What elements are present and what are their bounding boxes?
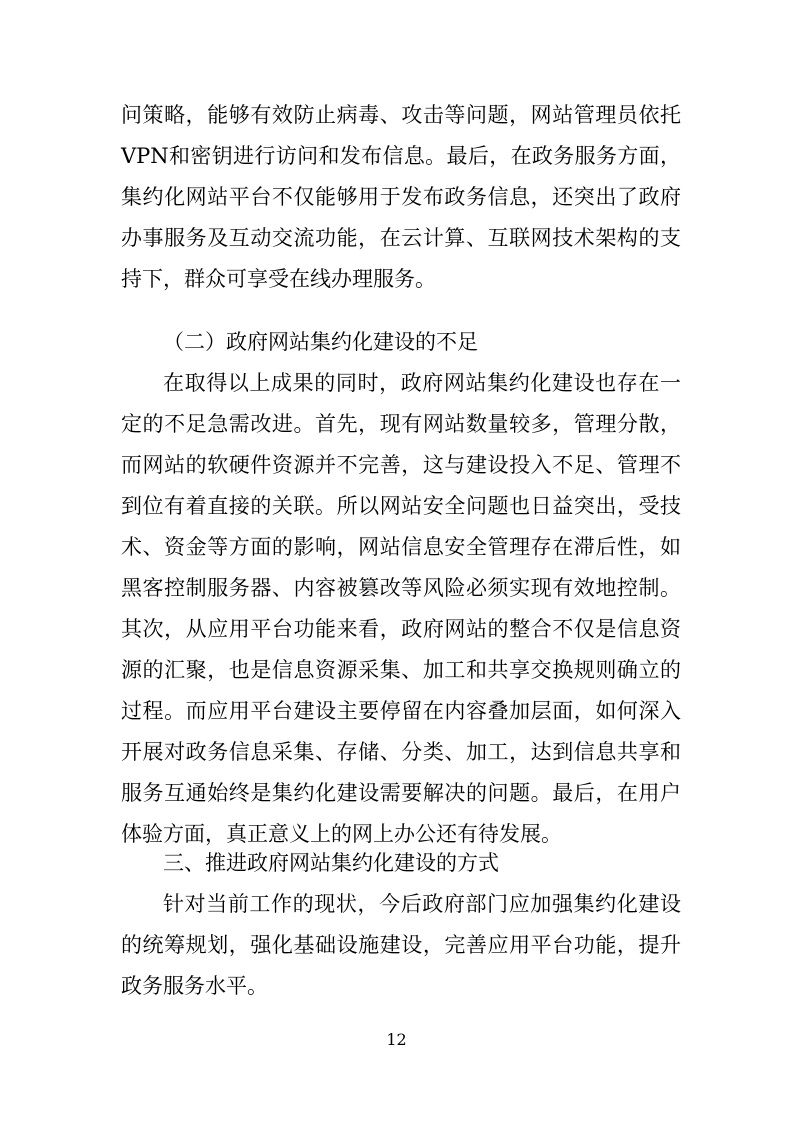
text-line: 到位有着直接的关联。所以网站安全问题也日益突出，受技 xyxy=(121,494,681,518)
section-heading: （二）政府网站集约化建设的不足 xyxy=(163,330,478,354)
text-line: 开展对政务信息采集、存储、分类、加工，达到信息共享和 xyxy=(121,740,681,764)
text-line: 持下，群众可享受在线办理服务。 xyxy=(121,267,436,291)
text-line: 其次，从应用平台功能来看，政府网站的整合不仅是信息资 xyxy=(121,617,681,641)
text-line: 问策略，能够有效防止病毒、攻击等问题，网站管理员依托 xyxy=(121,103,681,127)
text-line: 术、资金等方面的影响，网站信息安全管理存在滞后性，如 xyxy=(121,535,681,559)
section-heading: 三、推进政府网站集约化建设的方式 xyxy=(163,851,499,875)
text-line: 办事服务及互动交流功能，在云计算、互联网技术架构的支 xyxy=(121,226,681,250)
text-line: 集约化网站平台不仅能够用于发布政务信息，还突出了政府 xyxy=(121,185,681,209)
text-line: 而网站的软硬件资源并不完善，这与建设投入不足、管理不 xyxy=(121,453,681,477)
text-line: 体验方面，真正意义上的网上办公还有待发展。 xyxy=(121,822,562,846)
text-line: 黑客控制服务器、内容被篡改等风险必须实现有效地控制。 xyxy=(121,576,681,600)
text-line: 定的不足急需改进。首先，现有网站数量较多，管理分散， xyxy=(121,412,681,436)
text-line: VPN和密钥进行访问和发布信息。最后，在政务服务方面， xyxy=(121,144,681,168)
text-line: 政务服务水平。 xyxy=(121,974,268,998)
page-number: 12 xyxy=(386,1030,407,1049)
text-line: 的统筹规划，强化基础设施建设，完善应用平台功能，提升 xyxy=(121,933,681,957)
text-line: 源的汇聚，也是信息资源采集、加工和共享交换规则确立的 xyxy=(121,658,681,682)
text-line: 服务互通始终是集约化建设需要解决的问题。最后，在用户 xyxy=(121,781,681,805)
text-line: 过程。而应用平台建设主要停留在内容叠加层面，如何深入 xyxy=(121,699,681,723)
text-line: 在取得以上成果的同时，政府网站集约化建设也存在一 xyxy=(163,371,681,395)
text-line: 针对当前工作的现状，今后政府部门应加强集约化建设 xyxy=(163,892,681,916)
